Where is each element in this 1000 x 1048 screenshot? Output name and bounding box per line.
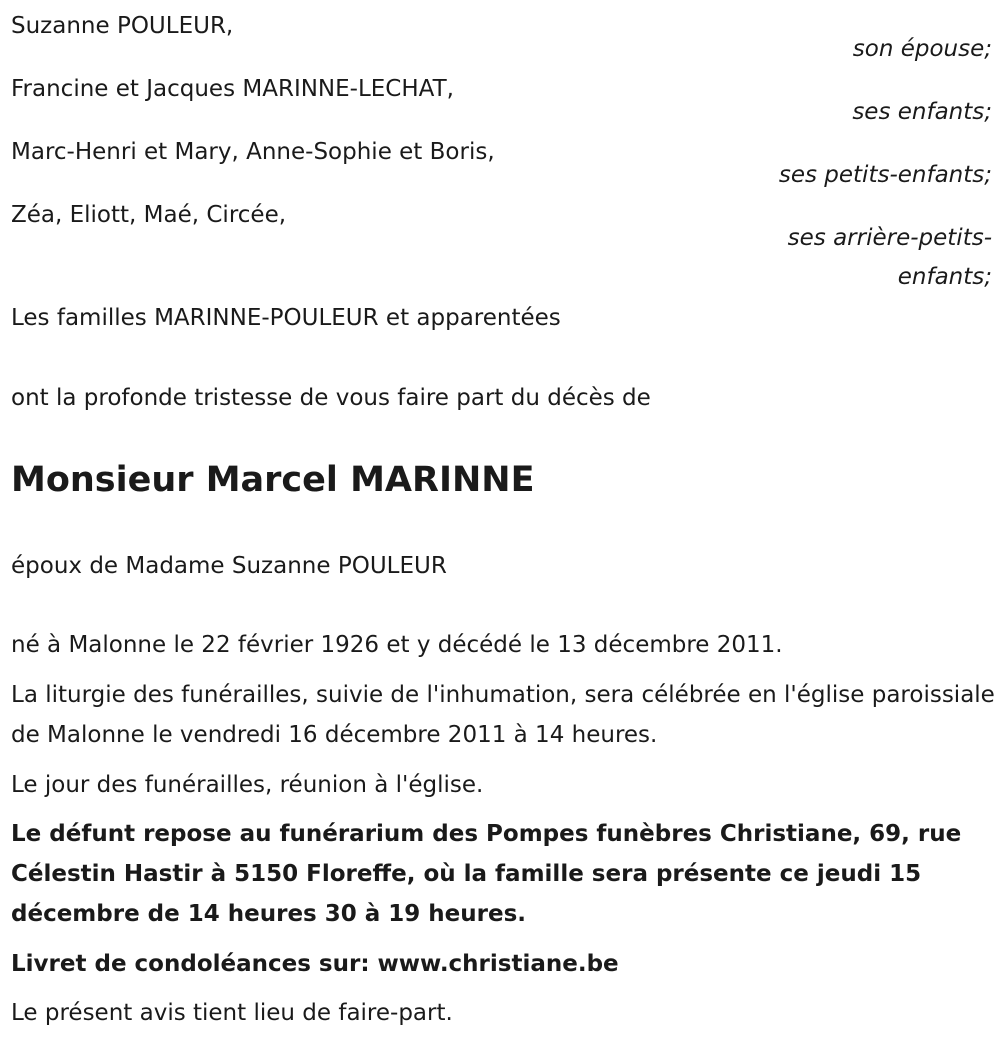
relation-great-grandchildren-line2: enfants;	[897, 264, 992, 290]
relation-spouse: son épouse;	[852, 36, 992, 62]
notice-line: Le présent avis tient lieu de faire-part.	[11, 1000, 453, 1026]
deceased-name: Monsieur Marcel MARINNE	[11, 460, 535, 500]
family-name-children: Francine et Jacques MARINNE-LECHAT,	[11, 76, 454, 102]
liturgy-paragraph: La liturgie des funérailles, suivie de l'inhumation, sera célébrée en l'église paroissiale de Malonne le vendredi 16 décembre 2011 à 14 heures.	[11, 682, 995, 748]
families-line: Les familles MARINNE-POULEUR et apparentées	[11, 305, 561, 331]
gathering-line: Le jour des funérailles, réunion à l'église.	[11, 772, 484, 798]
birth-death-line: né à Malonne le 22 février 1926 et y décédé le 13 décembre 2011.	[11, 632, 783, 658]
family-name-great-grandchildren: Zéa, Eliott, Maé, Circée,	[11, 202, 287, 228]
condolences-line: Livret de condoléances sur: www.christiane.be	[11, 951, 619, 977]
relation-great-grandchildren-line1: ses arrière-petits-	[787, 225, 992, 251]
family-name-spouse: Suzanne POULEUR,	[11, 13, 234, 39]
spouse-line: époux de Madame Suzanne POULEUR	[11, 553, 447, 579]
relation-children: ses enfants;	[852, 99, 992, 125]
relation-grandchildren: ses petits-enfants;	[778, 162, 992, 188]
repose-paragraph: Le défunt repose au funérarium des Pompes funèbres Christiane, 69, rue Célestin Hastir à 5150 Floreffe, où la famille sera présente ce jeudi 15 décembre de 14 heures 30 à 19 heures.	[11, 821, 962, 927]
family-name-grandchildren: Marc-Henri et Mary, Anne-Sophie et Boris,	[11, 139, 495, 165]
announcement-line: ont la profonde tristesse de vous faire part du décès de	[11, 385, 651, 411]
